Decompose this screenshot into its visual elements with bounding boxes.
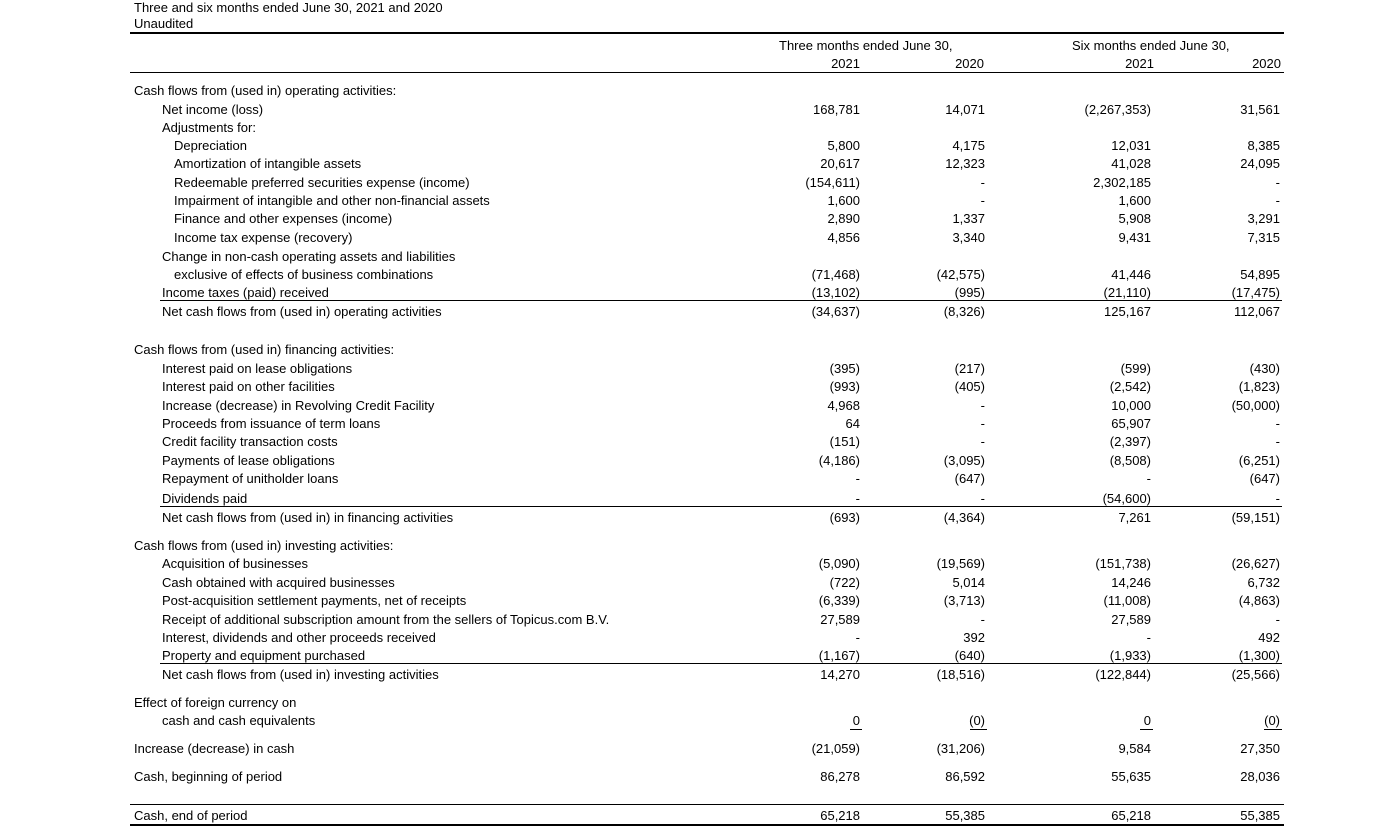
row-value: -	[980, 193, 985, 208]
row-value: (1,823)	[1238, 379, 1280, 394]
row-value: -	[1146, 630, 1151, 645]
row-value: (3,095)	[943, 453, 985, 468]
row-label: Change in non-cash operating assets and liabilities	[162, 249, 456, 264]
row-label: Cash, end of period	[134, 808, 248, 823]
column-year-3m-2021: 2021	[831, 56, 860, 71]
row-label: Credit facility transaction costs	[162, 434, 338, 449]
row-value: -	[1146, 471, 1151, 486]
table-row	[0, 666, 1400, 684]
row-value: (59,151)	[1231, 510, 1280, 525]
row-value: 24,095	[1240, 156, 1280, 171]
row-label: Cash flows from (used in) investing activities:	[134, 538, 394, 553]
row-value: (31,206)	[936, 741, 985, 756]
row-value: 55,635	[1111, 769, 1151, 784]
row-value: 4,968	[827, 398, 860, 413]
row-label: Interest, dividends and other proceeds received	[162, 630, 436, 645]
row-value: (995)	[954, 285, 985, 300]
row-value: (21,110)	[1103, 285, 1151, 300]
row-value: -	[1275, 416, 1280, 431]
row-value: (4,863)	[1238, 593, 1280, 608]
row-value: (25,566)	[1231, 667, 1280, 682]
table-row	[0, 807, 1400, 825]
row-value: (4,364)	[943, 510, 985, 525]
table-row	[0, 174, 1400, 192]
row-value: (0)	[1264, 713, 1280, 728]
row-value: 1,337	[952, 211, 985, 226]
row-value: 1,600	[827, 193, 860, 208]
row-value: (430)	[1249, 361, 1280, 376]
row-label: Repayment of unitholder loans	[162, 471, 339, 486]
row-value: (993)	[829, 379, 860, 394]
row-value: -	[980, 175, 985, 190]
table-row	[0, 712, 1400, 730]
row-value: (647)	[1249, 471, 1280, 486]
row-value: 65,907	[1111, 416, 1151, 431]
row-value: (151)	[829, 434, 860, 449]
subtotal-rule	[160, 663, 1282, 664]
row-label: Cash obtained with acquired businesses	[162, 575, 395, 590]
row-value: 8,385	[1247, 138, 1280, 153]
row-value: 20,617	[820, 156, 860, 171]
row-value: 14,071	[945, 102, 985, 117]
row-value: -	[1275, 612, 1280, 627]
row-value: 65,218	[820, 808, 860, 823]
row-value: 9,431	[1118, 230, 1151, 245]
statement-period: Three and six months ended June 30, 2021 and 2020	[134, 0, 443, 15]
row-value: (122,844)	[1095, 667, 1151, 682]
row-value: (6,251)	[1238, 453, 1280, 468]
table-row	[0, 509, 1400, 527]
end-of-period-top-rule	[130, 804, 1284, 805]
row-label: Post-acquisition settlement payments, net of receipts	[162, 593, 467, 608]
table-row	[0, 397, 1400, 415]
row-value: (405)	[954, 379, 985, 394]
row-value: (6,339)	[818, 593, 860, 608]
row-value: 54,895	[1240, 267, 1280, 282]
table-row	[0, 82, 1400, 100]
subtotal-rule	[160, 300, 1282, 301]
table-row	[0, 137, 1400, 155]
row-label: Interest paid on other facilities	[162, 379, 335, 394]
row-value: (2,267,353)	[1084, 102, 1151, 117]
table-row	[0, 574, 1400, 592]
table-row	[0, 470, 1400, 488]
row-value: (0)	[969, 713, 985, 728]
row-value: -	[1275, 175, 1280, 190]
value-underline	[1140, 729, 1153, 730]
row-value: 0	[852, 713, 860, 728]
row-value: -	[1275, 193, 1280, 208]
end-of-period-double-rule	[130, 824, 1284, 826]
row-value: (13,102)	[811, 285, 860, 300]
row-value: 5,800	[827, 138, 860, 153]
row-value: (2,542)	[1109, 379, 1151, 394]
row-value: 5,908	[1118, 211, 1151, 226]
table-row	[0, 629, 1400, 647]
column-group-three-months: Three months ended June 30,	[779, 38, 953, 53]
row-label: Redeemable preferred securities expense (income)	[174, 175, 470, 190]
row-value: (8,326)	[943, 304, 985, 319]
row-value: (151,738)	[1095, 556, 1151, 571]
value-underline	[970, 729, 987, 730]
row-value: -	[980, 416, 985, 431]
row-label: Receipt of additional subscription amount from the sellers of Topicus.com B.V.	[162, 612, 610, 627]
row-value: (34,637)	[811, 304, 860, 319]
row-value: (19,569)	[936, 556, 985, 571]
row-value: -	[980, 491, 985, 506]
row-value: (395)	[829, 361, 860, 376]
column-header-rule	[130, 72, 1284, 73]
row-value: (1,167)	[818, 648, 860, 663]
column-year-3m-2020: 2020	[955, 56, 984, 71]
row-value: 2,890	[827, 211, 860, 226]
row-value: -	[980, 434, 985, 449]
row-value: (11,008)	[1103, 593, 1151, 608]
row-value: (154,611)	[805, 175, 860, 190]
row-value: 3,340	[952, 230, 985, 245]
row-value: 4,856	[827, 230, 860, 245]
value-underline	[850, 729, 862, 730]
subtotal-rule	[160, 506, 1282, 507]
table-row	[0, 537, 1400, 555]
row-value: -	[855, 630, 860, 645]
row-value: (722)	[829, 575, 860, 590]
table-row	[0, 192, 1400, 210]
audit-status: Unaudited	[134, 16, 194, 31]
row-value: 7,315	[1247, 230, 1280, 245]
row-value: 86,278	[820, 769, 860, 784]
row-value: (4,186)	[818, 453, 860, 468]
row-value: (599)	[1120, 361, 1151, 376]
row-label: Cash flows from (used in) financing activities:	[134, 342, 395, 357]
row-value: 41,446	[1111, 267, 1151, 282]
row-label: Cash, beginning of period	[134, 769, 283, 784]
table-row	[0, 694, 1400, 712]
row-label: Increase (decrease) in Revolving Credit Facility	[162, 398, 435, 413]
table-row	[0, 555, 1400, 573]
header-rule	[130, 32, 1284, 34]
row-value: 31,561	[1240, 102, 1280, 117]
row-label: cash and cash equivalents	[162, 713, 316, 728]
row-value: 10,000	[1111, 398, 1151, 413]
row-label: Payments of lease obligations	[162, 453, 335, 468]
row-label: Depreciation	[174, 138, 247, 153]
row-label: Proceeds from issuance of term loans	[162, 416, 381, 431]
row-value: 86,592	[945, 769, 985, 784]
row-value: 55,385	[945, 808, 985, 823]
row-value: (2,397)	[1109, 434, 1151, 449]
row-value: 6,732	[1247, 575, 1280, 590]
table-row	[0, 452, 1400, 470]
row-value: (18,516)	[936, 667, 985, 682]
row-value: 492	[1258, 630, 1280, 645]
row-label: Impairment of intangible and other non-financial assets	[174, 193, 490, 208]
row-value: 125,167	[1104, 304, 1151, 319]
row-value: (693)	[829, 510, 860, 525]
row-label: Income tax expense (recovery)	[174, 230, 353, 245]
row-value: 64	[845, 416, 860, 431]
row-value: -	[980, 612, 985, 627]
column-year-6m-2021: 2021	[1125, 56, 1154, 71]
row-value: 4,175	[952, 138, 985, 153]
row-value: 27,589	[1111, 612, 1151, 627]
row-value: 41,028	[1111, 156, 1151, 171]
row-value: 12,031	[1111, 138, 1151, 153]
row-value: 27,589	[820, 612, 860, 627]
row-value: 28,036	[1240, 769, 1280, 784]
row-value: (1,933)	[1109, 648, 1151, 663]
row-label: Property and equipment purchased	[162, 648, 366, 663]
row-value: 5,014	[952, 575, 985, 590]
table-row	[0, 229, 1400, 247]
row-value: 14,246	[1111, 575, 1151, 590]
row-value: 168,781	[813, 102, 860, 117]
row-value: (217)	[954, 361, 985, 376]
table-row	[0, 378, 1400, 396]
row-label: Interest paid on lease obligations	[162, 361, 353, 376]
row-value: 392	[963, 630, 985, 645]
table-row	[0, 210, 1400, 228]
row-value: 3,291	[1247, 211, 1280, 226]
row-value: 1,600	[1118, 193, 1151, 208]
row-value: (71,468)	[811, 267, 860, 282]
row-value: 0	[1143, 713, 1151, 728]
table-row	[0, 266, 1400, 284]
value-underline	[1264, 729, 1282, 730]
row-label: Amortization of intangible assets	[174, 156, 362, 171]
row-value: (1,300)	[1238, 648, 1280, 663]
column-group-six-months: Six months ended June 30,	[1072, 38, 1230, 53]
row-value: -	[855, 491, 860, 506]
row-value: 2,302,185	[1093, 175, 1151, 190]
row-value: (647)	[954, 471, 985, 486]
row-value: 55,385	[1240, 808, 1280, 823]
row-value: -	[980, 398, 985, 413]
row-label: Net cash flows from (used in) in financing activities	[162, 510, 454, 525]
row-value: (54,600)	[1102, 491, 1151, 506]
row-label: Dividends paid	[162, 491, 248, 506]
table-row	[0, 611, 1400, 629]
table-row	[0, 101, 1400, 119]
row-value: -	[1275, 434, 1280, 449]
row-value: (42,575)	[936, 267, 985, 282]
row-value: 112,067	[1233, 304, 1280, 319]
table-row	[0, 119, 1400, 137]
row-label: Acquisition of businesses	[162, 556, 308, 571]
row-label: Cash flows from (used in) operating activities:	[134, 83, 397, 98]
row-value: 27,350	[1240, 741, 1280, 756]
row-value: (640)	[954, 648, 985, 663]
table-row	[0, 155, 1400, 173]
row-value: (21,059)	[811, 741, 860, 756]
table-row	[0, 768, 1400, 786]
table-row	[0, 303, 1400, 321]
table-row	[0, 415, 1400, 433]
row-value: (17,475)	[1231, 285, 1280, 300]
row-label: exclusive of effects of business combinations	[174, 267, 434, 282]
row-label: Net income (loss)	[162, 102, 264, 117]
row-value: 65,218	[1111, 808, 1151, 823]
row-label: Effect of foreign currency on	[134, 695, 297, 710]
row-value: 12,323	[945, 156, 985, 171]
row-value: (50,000)	[1231, 398, 1280, 413]
row-label: Increase (decrease) in cash	[134, 741, 295, 756]
row-value: 9,584	[1118, 741, 1151, 756]
row-value: (5,090)	[818, 556, 860, 571]
row-value: 14,270	[820, 667, 860, 682]
row-label: Net cash flows from (used in) investing activities	[162, 667, 439, 682]
row-label: Net cash flows from (used in) operating activities	[162, 304, 442, 319]
row-value: 7,261	[1118, 510, 1151, 525]
table-row	[0, 433, 1400, 451]
row-value: (3,713)	[943, 593, 985, 608]
table-row	[0, 740, 1400, 758]
row-value: (26,627)	[1231, 556, 1280, 571]
row-value: -	[855, 471, 860, 486]
row-value: (8,508)	[1109, 453, 1151, 468]
row-label: Adjustments for:	[162, 120, 256, 135]
column-year-6m-2020: 2020	[1252, 56, 1281, 71]
table-row	[0, 360, 1400, 378]
table-row	[0, 592, 1400, 610]
row-label: Finance and other expenses (income)	[174, 211, 393, 226]
table-row	[0, 248, 1400, 266]
table-row	[0, 341, 1400, 359]
row-value: -	[1275, 491, 1280, 506]
row-label: Income taxes (paid) received	[162, 285, 329, 300]
